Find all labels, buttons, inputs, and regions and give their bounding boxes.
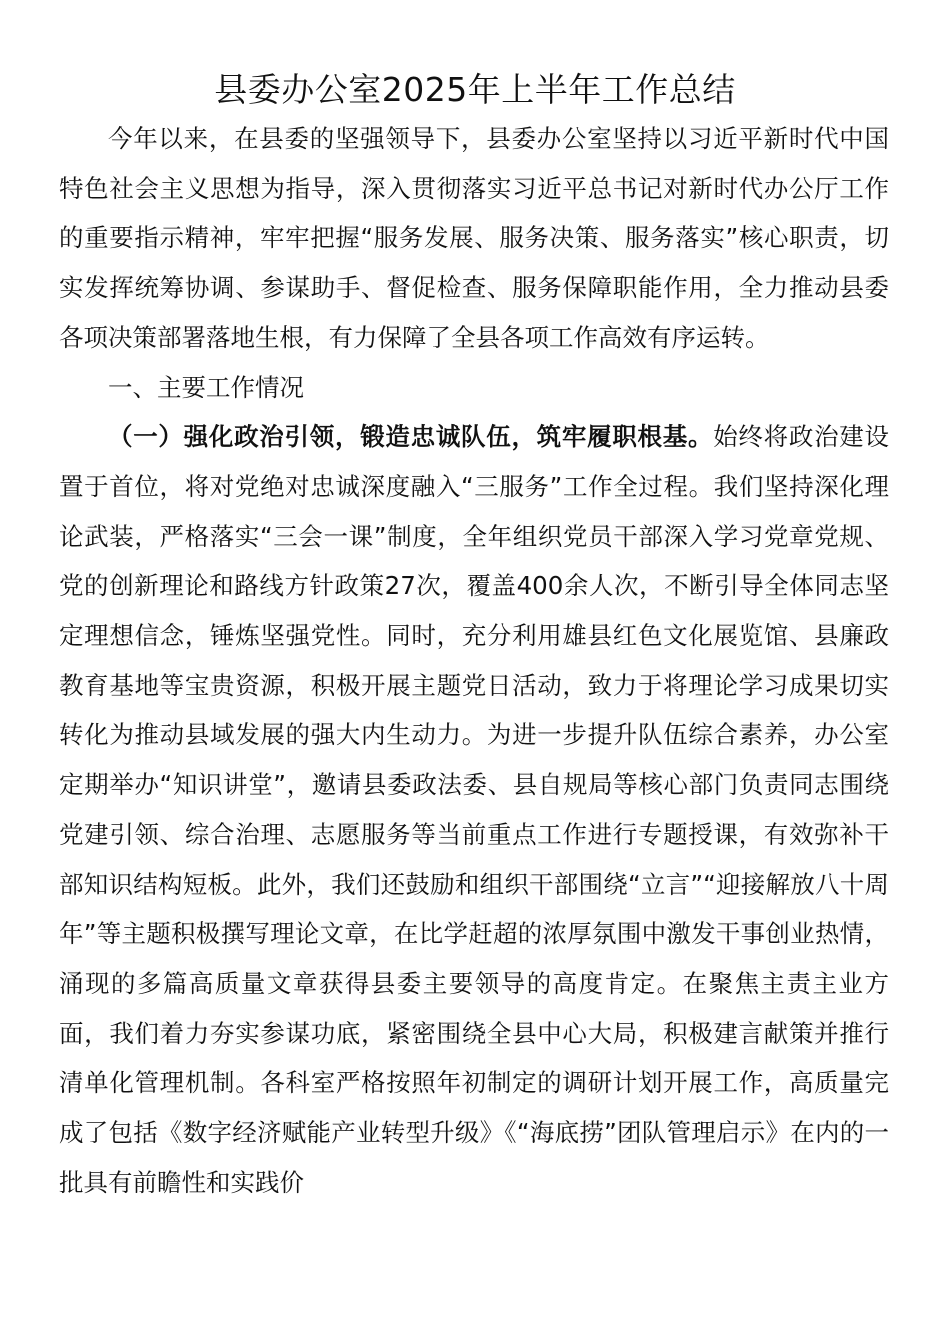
subsection-body: 始终将政治建设置于首位，将对党绝对忠诚深度融入“三服务”工作全过程。我们坚持深化理论武装，严格落实“三会一课”制度，全年组织党员干部深入学习党章党规、党的创新理论和路线方针政策27次，覆盖400余人次，不断引导全体同志坚定理想信念，锤炼坚强党性。同时，充分利用雄县红色文化展览馆、县廉政教育基地等宝贵资源，积极开展主题党日活动，致力于将理论学习成果切实转化为推动县域发展的强大内生动力。为进一步提升队伍综合素养，办公室定期举办“知识讲堂”，邀请县委政法委、县自规局等核心部门负责同志围绕党建引领、综合治理、志愿服务等当前重点工作进行专题授课，有效弥补干部知识结构短板。此外，我们还鼓励和组织干部围绕“立言”“迎接解放八十周年”等主题积极撰写理论文章，在比学赶超的浓厚氛围中激发干事创业热情，涌现的多篇高质量文章获得县委主要领导的高度肯定。在聚焦主责主业方面，我们着力夯实参谋功底，紧密围绕全县中心大局，积极建言献策并推行清单化管理机制。各科室严格按照年初制定的调研计划开展工作，高质量完成了包括《数字经济赋能产业转型升级》《“海底捞”团队管理启示》在内的一批具有前瞻性和实践价 — [59, 422, 890, 1197]
document-body — [59, 114, 889, 1207]
subsection-paragraph — [59, 412, 889, 1207]
section-heading: 一、主要工作情况 — [108, 372, 304, 402]
intro-paragraph: 今年以来，在县委的坚强领导下，县委办公室坚持以习近平新时代中国特色社会主义思想为指导，深入贯彻落实习近平总书记对新时代办公厅工作的重要指示精神，牢牢把握“服务发展、服务决策、服务落实”核心职责，切实发挥统筹协调、参谋助手、督促检查、服务保障职能作用，全力推动县委各项决策部署落地生根，有力保障了全县各项工作高效有序运转。 — [59, 124, 889, 352]
document-title: 县委办公室2025年上半年工作总结 — [214, 70, 736, 109]
subsection-lead: （一）强化政治引领，锻造忠诚队伍，筑牢履职根基。 — [108, 422, 714, 452]
